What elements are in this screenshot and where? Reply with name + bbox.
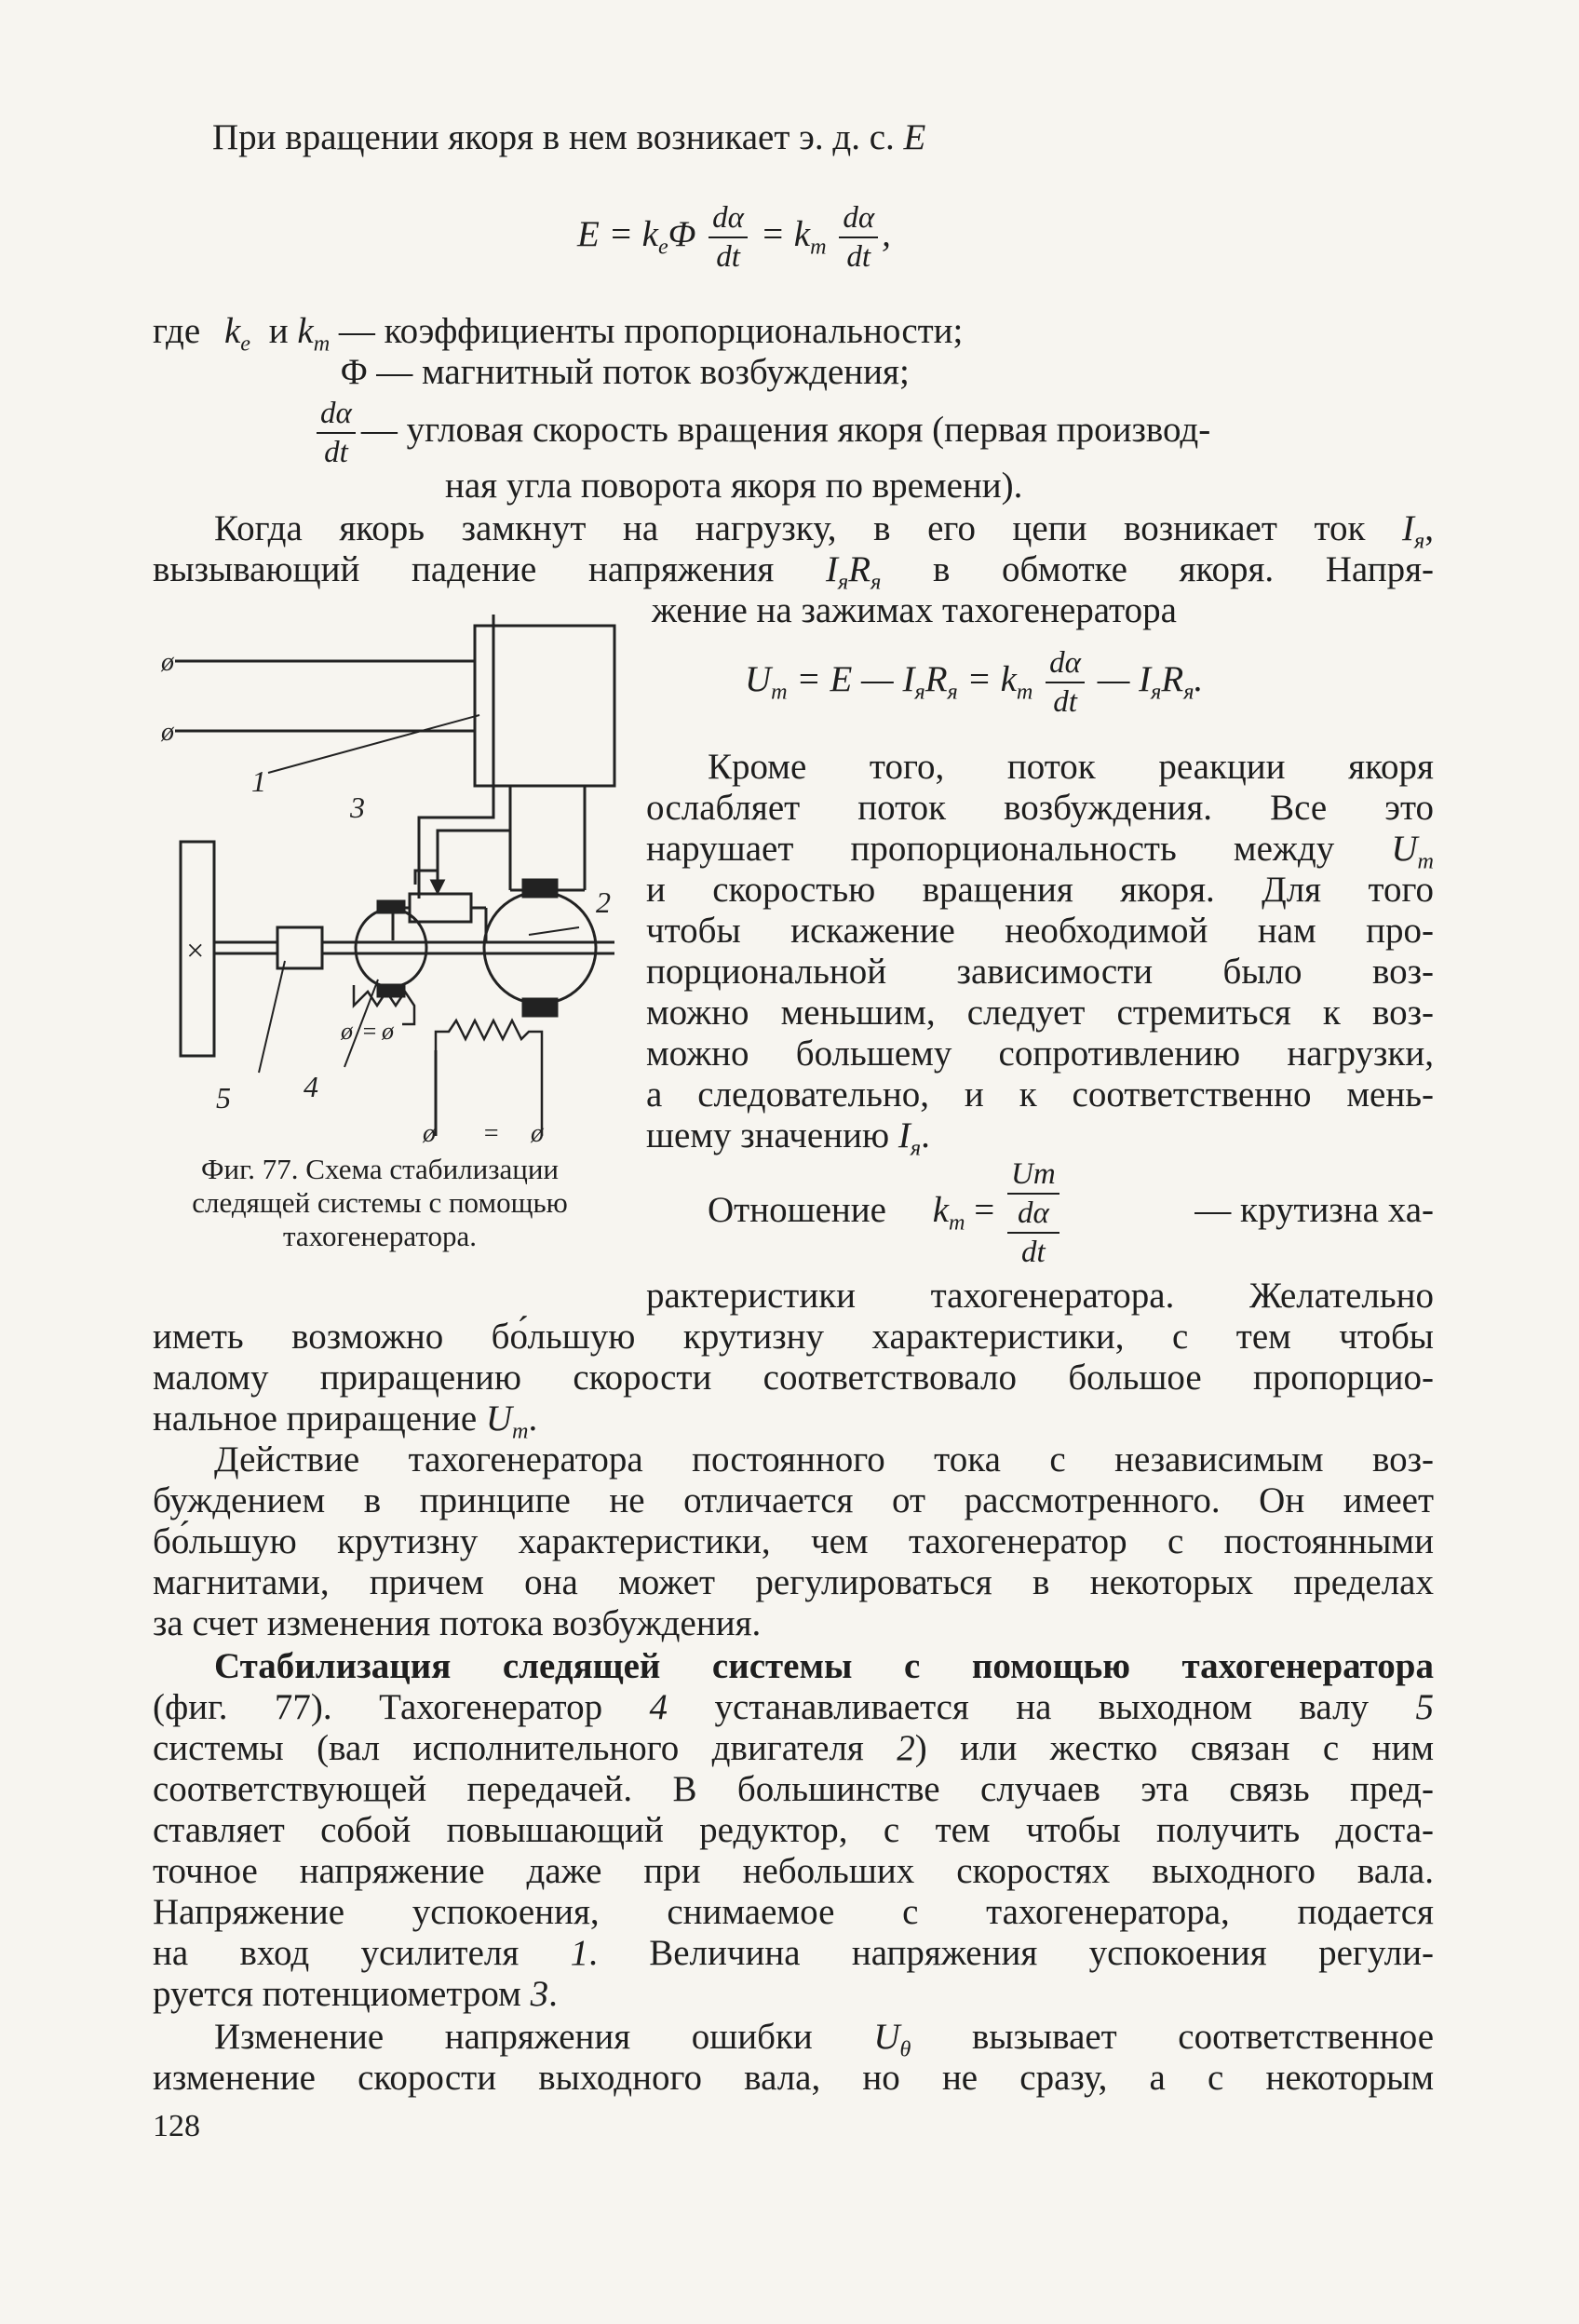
right-line-3: нарушает пропорциональность между $U_т$: [646, 829, 1434, 874]
body-p3-line-6: точное напряжение даже при небольших скоростях выходного вала.: [153, 1851, 1434, 1891]
fig-label-3: 3: [350, 790, 365, 824]
fig-label-4: 4: [304, 1070, 318, 1103]
motor-term-left: ø: [423, 1119, 436, 1148]
motor-brush-bottom: [523, 999, 557, 1016]
body-p3-line-3: системы (вал исполнительного двигателя 2) или жестко связан с ним: [153, 1728, 1434, 1768]
right-line-2: ослабляет поток возбуждения. Все это: [646, 788, 1434, 828]
emf-fraction-1: $\frac{d\alpha}{dt}$: [709, 199, 748, 276]
tacho-term-left: ø: [341, 1018, 353, 1045]
body-p3-bold-heading: Стабилизация следящей системы с помощью тахогенератора: [214, 1646, 1434, 1686]
intro-text: При вращении якоря в нем возникает э. д. с.: [212, 117, 895, 157]
body-p1-line-3: малому приращению скорости соответствовало большое пропорцио-: [153, 1358, 1434, 1398]
load-line-2: вызывающий падение напряжения $I_яR_я$ в обмотке якоря. Напря-: [153, 549, 1435, 595]
tachogenerator: [356, 909, 426, 987]
body-p3-line-8: на вход усилителя 1. Величина напряжения успокоения регули-: [153, 1933, 1434, 1973]
terminal-bottom: ø: [161, 718, 174, 747]
body-p4-line-2: изменение скорости выходного вала, но не сразу, а с некоторым: [153, 2058, 1434, 2098]
load-line-1: Когда якорь замкнут на нагрузку, в его цепи возникает ток $I_я$,: [214, 508, 1435, 554]
tacho-brush-bottom: [378, 985, 404, 996]
fig-label-1: 1: [251, 764, 266, 798]
figure-77-diagram: [158, 615, 642, 1155]
amplifier-box: [475, 626, 614, 786]
label-5-leader: [259, 961, 285, 1073]
body-p3-line-4: соответствующей передачей. В большинстве случаев эта связь пред-: [153, 1769, 1434, 1809]
body-p3-line-2: (фиг. 77). Тахогенератор 4 устанавливается на выходном валу 5: [153, 1687, 1434, 1727]
figure-caption: Фиг. 77. Схема стабилизации следящей системы с помощью тахогенератора.: [192, 1153, 568, 1252]
body-p2-line-4: магнитами, причем она может регулироваться в некоторых пределах: [153, 1562, 1434, 1602]
where-line-4: ная угла поворота якоря по времени).: [445, 466, 1023, 506]
right-line-6: порциональной зависимости было воз-: [646, 952, 1434, 992]
where-line-1: где $k_e$ и $k_т$ — коэффициенты пропорциональности;: [153, 311, 964, 357]
body-p1-line-1: рактеристики тахогенератора. Желательно: [646, 1276, 1434, 1316]
page-number: 128: [153, 2109, 200, 2143]
motor-term-right: ø: [531, 1119, 544, 1148]
motor-brush-top: [523, 880, 557, 897]
load-symbol: ×: [184, 934, 206, 968]
body-p1-line-4: нальное приращение $U_т$.: [153, 1398, 538, 1444]
right-line-7: можно меньшим, следует стремиться к воз-: [646, 993, 1434, 1033]
where-line-3: $\frac{d\alpha}{dt}$ — угловая скорость вращения якоря (первая производ-: [317, 393, 1210, 471]
body-p2-line-2: буждением в принципе не отличается от рассмотренного. Он имеет: [153, 1480, 1434, 1520]
fig-label-5: 5: [216, 1081, 231, 1115]
intro-line: [212, 117, 925, 158]
right-line-1: Кроме того, поток реакции якоря: [708, 747, 1434, 787]
wire-box-pot-left: [419, 786, 493, 899]
motor-circle: [484, 892, 596, 1004]
motor-eq: =: [482, 1119, 500, 1148]
formula-u: $U_т = E$ — $I_яR_я = k_т$ $\frac{d\alpha}{dt}$ — $I_яR_я$.: [745, 646, 1204, 720]
right-line-9: а следовательно, и к соответственно мень-: [646, 1074, 1434, 1115]
fig-label-2: 2: [596, 885, 611, 919]
body-p2-line-5: за счет изменения потока возбуждения.: [153, 1603, 762, 1643]
body-p3-line-5: ставляет собой повышающий редуктор, с тем чтобы получить доста-: [153, 1810, 1434, 1850]
wire-box-pot-wiper: [415, 786, 510, 885]
body-p3-line-7: Напряжение успокоения, снимаемое с тахогенератора, подается: [153, 1892, 1434, 1932]
body-p3-line-9: руется потенциометром 3.: [153, 1974, 558, 2014]
load-line-3: жение на зажимах тахогенератора: [652, 590, 1177, 630]
right-line-8: можно большему сопротивлению нагрузки,: [646, 1034, 1434, 1074]
tacho-brush-top: [378, 901, 404, 912]
terminal-top: ø: [161, 648, 174, 677]
formula-emf: $E = k_e\Phi$ $\frac{d\alpha}{dt}$ = $k_т$ $\frac{d\alpha}{dt}$ ,: [577, 201, 891, 275]
body-p1-line-2: иметь возможно бо́льшую крутизну характеристики, с тем чтобы: [153, 1317, 1434, 1357]
label-1-leader: [268, 715, 479, 773]
ratio-line: Отношение $k_т$ = Uт dα dt — крутизна ха-: [708, 1157, 1434, 1270]
label-2-leader: [529, 927, 579, 935]
emf-fraction-2: $\frac{d\alpha}{dt}$: [839, 199, 878, 276]
tacho-term-right: ø: [382, 1018, 394, 1045]
intro-var-e: E: [903, 117, 926, 157]
body-p4-line-1: Изменение напряжения ошибки $U_\theta$ вызывает соответственное: [214, 2017, 1435, 2062]
where-line-2: Φ — магнитный поток возбуждения;: [341, 352, 910, 392]
body-p2-line-3: бо́льшую крутизну характеристики, чем тахогенератор с постоянными: [153, 1521, 1434, 1561]
right-line-10: шему значению $I_я$.: [646, 1115, 930, 1161]
body-p2-line-1: Действие тахогенератора постоянного тока с независимым воз-: [214, 1439, 1434, 1480]
tacho-eq: =: [361, 1018, 378, 1045]
right-line-4: и скоростью вращения якоря. Для того: [646, 870, 1434, 910]
right-line-5: чтобы искажение необходимой нам про-: [646, 911, 1434, 951]
ratio-fraction: Uт dα dt: [1007, 1155, 1059, 1271]
